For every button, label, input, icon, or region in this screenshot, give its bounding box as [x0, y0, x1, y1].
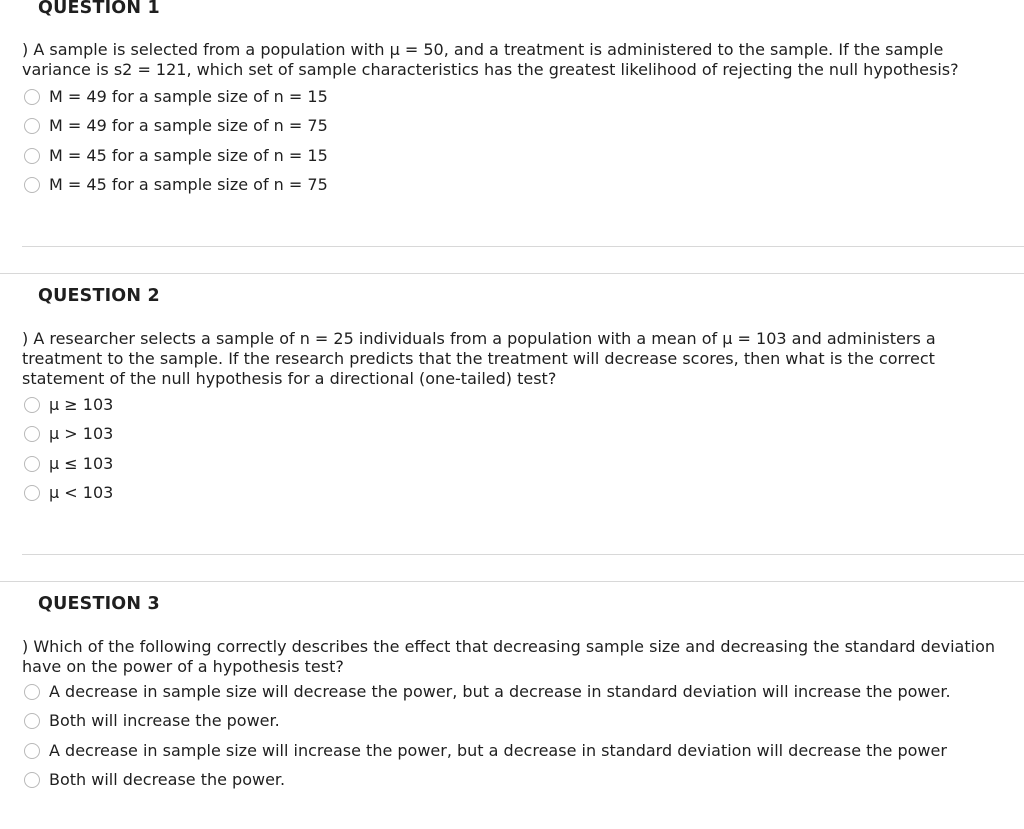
question-2-option-1[interactable]: [24, 390, 113, 420]
divider: [0, 581, 1024, 582]
question-1-option-3[interactable]: [24, 141, 328, 171]
question-1-title: QUESTION 1: [38, 0, 160, 18]
option-label: M = 45 for a sample size of n = 15: [49, 145, 328, 165]
option-label: A decrease in sample size will increase the power, but a decrease in standard deviation will decrease the power: [49, 740, 947, 760]
question-2-option-4[interactable]: [24, 479, 113, 509]
question-3-text: ) Which of the following correctly describes the effect that decreasing sample size and decreasing the standard deviation have on the power of a hypothesis test?: [22, 637, 996, 676]
option-label: M = 45 for a sample size of n = 75: [49, 175, 328, 195]
radio-button[interactable]: [24, 177, 40, 193]
radio-button[interactable]: [24, 118, 40, 134]
option-label: M = 49 for a sample size of n = 15: [49, 86, 328, 106]
question-2-title: QUESTION 2: [38, 286, 160, 306]
radio-button[interactable]: [24, 485, 40, 501]
radio-button[interactable]: [24, 684, 40, 700]
question-3-option-3[interactable]: [24, 736, 951, 766]
radio-button[interactable]: [24, 743, 40, 759]
radio-button[interactable]: [24, 426, 40, 442]
radio-button[interactable]: [24, 397, 40, 413]
radio-button[interactable]: [24, 456, 40, 472]
divider: [22, 554, 1024, 555]
question-3-option-1[interactable]: [24, 677, 951, 707]
option-label: A decrease in sample size will decrease the power, but a decrease in standard deviation will increase the power.: [49, 681, 951, 701]
question-3-options: [24, 677, 951, 795]
option-label: μ ≤ 103: [49, 453, 114, 473]
question-2-options: [24, 390, 113, 508]
option-label: Both will increase the power.: [49, 711, 280, 731]
radio-button[interactable]: [24, 713, 40, 729]
question-2-option-3[interactable]: [24, 449, 113, 479]
question-3-title: QUESTION 3: [38, 594, 160, 614]
radio-button[interactable]: [24, 772, 40, 788]
question-3-option-2[interactable]: [24, 707, 951, 737]
option-label: Both will decrease the power.: [49, 770, 286, 790]
question-1-options: [24, 82, 328, 200]
option-label: μ < 103: [49, 483, 114, 503]
option-label: μ ≥ 103: [49, 394, 114, 414]
question-1-option-1[interactable]: [24, 82, 328, 112]
divider: [0, 273, 1024, 274]
question-1-option-2[interactable]: [24, 112, 328, 142]
divider: [22, 246, 1024, 247]
radio-button[interactable]: [24, 148, 40, 164]
question-3-option-4[interactable]: [24, 766, 951, 796]
option-label: M = 49 for a sample size of n = 75: [49, 116, 328, 136]
question-1-option-4[interactable]: [24, 171, 328, 201]
option-label: μ > 103: [49, 424, 114, 444]
question-2-text: ) A researcher selects a sample of n = 25 individuals from a population with a mean of μ = 103 and administers a treatment to the sample. If the research predicts that the treatment will decrease scores, then what is the correct statement of the null hypothesis for a directional (one-tailed) test?: [22, 329, 936, 388]
question-2-option-2[interactable]: [24, 420, 113, 450]
question-1-text: ) A sample is selected from a population with μ = 50, and a treatment is administered to the sample. If the sample variance is s2 = 121, which set of sample characteristics has the greatest likelihood of rejecting the null hypothesis?: [22, 40, 959, 79]
radio-button[interactable]: [24, 89, 40, 105]
